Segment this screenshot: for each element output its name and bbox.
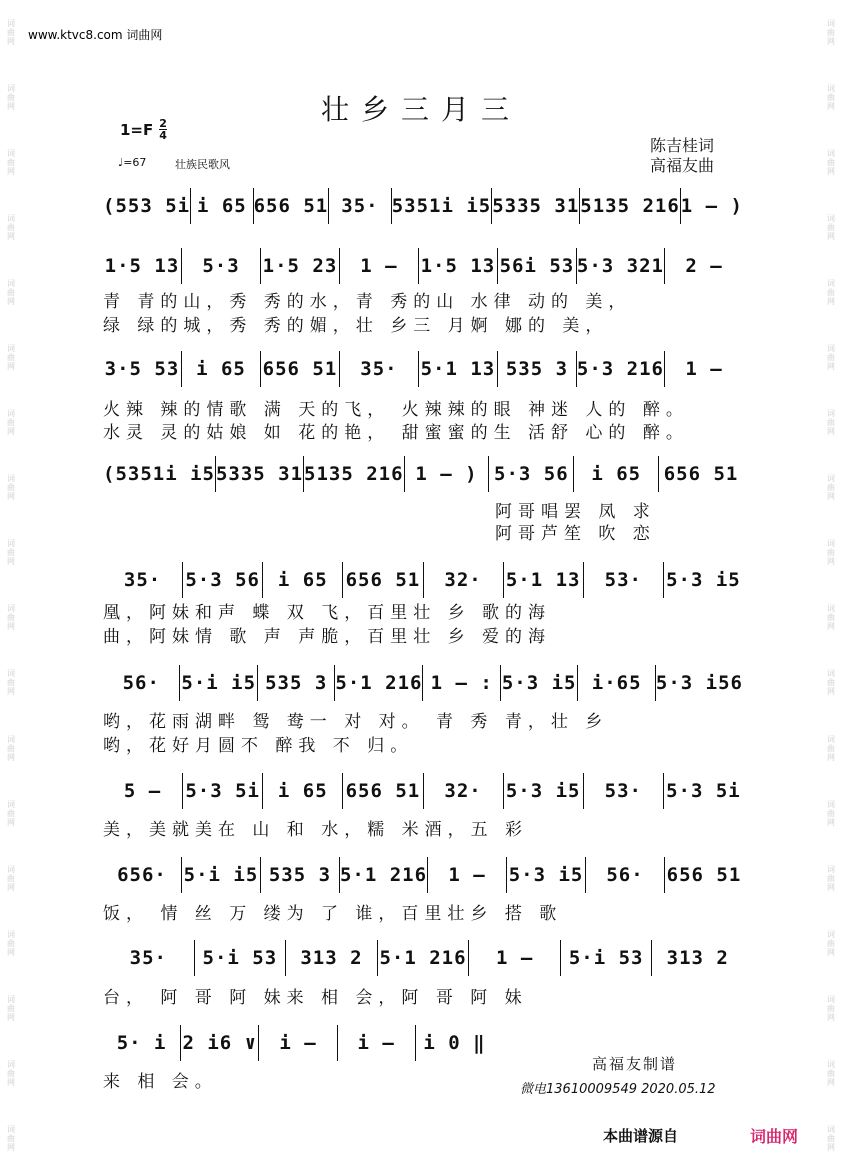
measure: 56· bbox=[103, 665, 180, 701]
measure: 1 – bbox=[685, 358, 723, 380]
key-signature bbox=[120, 118, 167, 141]
measure: 5·1 13 bbox=[504, 562, 584, 598]
watermark-text: 词曲网 bbox=[826, 864, 836, 892]
measure: 5· i bbox=[103, 1025, 181, 1061]
watermark-text: 词曲网 bbox=[826, 1124, 836, 1152]
measure: 656 51 bbox=[261, 351, 340, 387]
measure: 5·3 5i bbox=[183, 773, 263, 809]
measure: 35· bbox=[103, 562, 183, 598]
measure: 1 – : bbox=[423, 665, 500, 701]
measure: 35· bbox=[329, 188, 391, 224]
measure: 5·3 5i bbox=[666, 780, 741, 802]
watermark-text: 词曲网 bbox=[6, 864, 16, 892]
measure: 5·3 56 bbox=[489, 456, 574, 492]
measure: 1·5 13 bbox=[103, 248, 182, 284]
measure: i 65 bbox=[263, 562, 343, 598]
watermark-text: 词曲网 bbox=[826, 994, 836, 1022]
measure: 656· bbox=[103, 857, 182, 893]
measure: 1 – ) bbox=[680, 195, 743, 217]
measure: 5·i 53 bbox=[561, 940, 653, 976]
measure: 535 3 bbox=[261, 857, 340, 893]
measure: 1·5 13 bbox=[419, 248, 498, 284]
measure: 5·3 216 bbox=[577, 351, 665, 387]
measure: 5·1 216 bbox=[378, 940, 470, 976]
meter-bottom: 4 bbox=[159, 129, 167, 142]
meter-top: 2 bbox=[159, 117, 167, 130]
watermark-text: 词曲网 bbox=[6, 19, 16, 47]
measure: 1·5 23 bbox=[261, 248, 340, 284]
measure: 35· bbox=[103, 940, 195, 976]
measure: 656 51 bbox=[666, 864, 742, 886]
measure: i 65 bbox=[191, 188, 253, 224]
measure: 5·3 i5 bbox=[501, 665, 578, 701]
source-label: 本曲谱源自 bbox=[603, 1127, 679, 1145]
watermark-text: 词曲网 bbox=[826, 344, 836, 372]
watermark-text: 词曲网 bbox=[6, 214, 16, 242]
measure: 5·3 56 bbox=[183, 562, 263, 598]
measure: i 65 bbox=[182, 351, 261, 387]
measure: 5135 216 bbox=[304, 456, 405, 492]
watermark-text: 词曲网 bbox=[6, 1059, 16, 1087]
watermark-text: 词曲网 bbox=[6, 669, 16, 697]
measure: 1 – bbox=[340, 248, 419, 284]
measure: 535 3 bbox=[498, 351, 577, 387]
score-line bbox=[103, 244, 743, 288]
lyric-line: 凰，阿妹和声 蝶 双 飞，百里壮 乡 歌的海 bbox=[103, 603, 552, 623]
lyric-line: 阿哥芦笙 吹 恋 bbox=[495, 524, 656, 544]
measure: 656 51 bbox=[343, 773, 423, 809]
measure: i 0 ‖ bbox=[423, 1032, 486, 1054]
watermark-text: 词曲网 bbox=[826, 19, 836, 47]
measure: (553 5i bbox=[103, 188, 191, 224]
score-line bbox=[103, 853, 743, 897]
measure: 5·3 i5 bbox=[504, 773, 584, 809]
watermark-text: 词曲网 bbox=[826, 214, 836, 242]
measure: 5·3 i5 bbox=[666, 569, 741, 591]
lyric-line: 火辣 辣的情歌 满 天的飞， 火辣辣的眼 神迷 人的 醉。 bbox=[103, 400, 689, 420]
score-line bbox=[103, 558, 743, 602]
measure: i·65 bbox=[578, 665, 655, 701]
lyric-line: 美，美就美在 山 和 水，糯 米酒，五 彩 bbox=[103, 820, 529, 840]
score-line bbox=[103, 769, 743, 813]
measure: 53· bbox=[584, 773, 664, 809]
lyric-line: 哟，花好月圆不 醉我 不 归。 bbox=[103, 736, 414, 756]
score-line bbox=[103, 452, 743, 496]
watermark-text: 词曲网 bbox=[826, 539, 836, 567]
measure: 3·5 53 bbox=[103, 351, 182, 387]
watermark-text: 词曲网 bbox=[6, 734, 16, 762]
lyric-line: 水灵 灵的姑娘 如 花的艳， 甜蜜蜜的生 活舒 心的 醉。 bbox=[103, 423, 689, 443]
score-line bbox=[103, 347, 743, 391]
score-line bbox=[103, 661, 743, 705]
measure: 32· bbox=[424, 773, 504, 809]
measure: 1 – bbox=[428, 857, 507, 893]
arranger-credit: 高福友制谱 bbox=[592, 1055, 678, 1073]
measure: 656 51 bbox=[343, 562, 423, 598]
source-brand-link[interactable]: 词曲网 bbox=[750, 1127, 799, 1146]
lyric-line: 台， 阿 哥 阿 妹来 相 会，阿 哥 阿 妹 bbox=[103, 988, 528, 1008]
measure: 313 2 bbox=[666, 947, 729, 969]
left-watermark bbox=[2, 0, 20, 1171]
measure: 32· bbox=[424, 562, 504, 598]
lyric-line: 绿 绿的城，秀 秀的媚，壮 乡三 月婀 娜的 美， bbox=[103, 316, 609, 336]
measure: 53· bbox=[584, 562, 664, 598]
measure: i – bbox=[259, 1025, 337, 1061]
watermark-text: 词曲网 bbox=[826, 474, 836, 502]
measure: 5351i i5 bbox=[392, 188, 493, 224]
measure: 2 – bbox=[685, 255, 723, 277]
measure: 313 2 bbox=[286, 940, 378, 976]
measure: 5·3 i56 bbox=[655, 672, 743, 694]
watermark-text: 词曲网 bbox=[826, 409, 836, 437]
measure: (5351i i5 bbox=[103, 456, 216, 492]
score-line bbox=[103, 936, 743, 980]
watermark-text: 词曲网 bbox=[6, 409, 16, 437]
watermark-text: 词曲网 bbox=[6, 929, 16, 957]
composer: 高福友曲 bbox=[650, 156, 715, 175]
measure: 1 – bbox=[469, 940, 561, 976]
lyric-line: 来 相 会。 bbox=[103, 1072, 218, 1092]
measure: 5·i 53 bbox=[195, 940, 287, 976]
watermark-text: 词曲网 bbox=[6, 1124, 16, 1152]
lyric-line: 青 青的山，秀 秀的水，青 秀的山 水律 动的 美， bbox=[103, 292, 632, 312]
measure: 5·3 bbox=[182, 248, 261, 284]
measure: 5·1 216 bbox=[340, 857, 428, 893]
contact-info: 微电13610009549 2020.05.12 bbox=[520, 1082, 716, 1097]
lyric-line: 饭， 情 丝 万 缕为 了 谁，百里壮乡 搭 歌 bbox=[103, 904, 563, 924]
watermark-text: 词曲网 bbox=[6, 604, 16, 632]
lyric-line: 曲，阿妹情 歌 声 声脆，百里壮 乡 爱的海 bbox=[103, 627, 552, 647]
measure: 5 – bbox=[103, 773, 183, 809]
measure: 35· bbox=[340, 351, 419, 387]
watermark-text: 词曲网 bbox=[826, 604, 836, 632]
watermark-text: 词曲网 bbox=[826, 149, 836, 177]
watermark-text: 词曲网 bbox=[6, 279, 16, 307]
watermark-text: 词曲网 bbox=[6, 474, 16, 502]
score-line bbox=[103, 184, 743, 228]
site-url[interactable]: www.ktvc8.com 词曲网 bbox=[28, 28, 163, 42]
measure: i 65 bbox=[263, 773, 343, 809]
measure: i – bbox=[338, 1025, 416, 1061]
watermark-text: 词曲网 bbox=[826, 279, 836, 307]
measure: 5·3 i5 bbox=[507, 857, 586, 893]
measure: 5·i i5 bbox=[182, 857, 261, 893]
measure: 656 51 bbox=[254, 188, 330, 224]
watermark-text: 词曲网 bbox=[6, 799, 16, 827]
measure: 56· bbox=[586, 857, 665, 893]
watermark-text: 词曲网 bbox=[826, 734, 836, 762]
measure: 656 51 bbox=[663, 463, 739, 485]
measure: 5·i i5 bbox=[180, 665, 257, 701]
measure: 1 – ) bbox=[405, 456, 490, 492]
watermark-text: 词曲网 bbox=[826, 929, 836, 957]
lyricist: 陈吉桂词 bbox=[650, 136, 715, 155]
watermark-text: 词曲网 bbox=[826, 1059, 836, 1087]
watermark-text: 词曲网 bbox=[826, 84, 836, 112]
measure: 5335 31 bbox=[216, 456, 304, 492]
measure: 5·3 321 bbox=[577, 248, 665, 284]
credits bbox=[650, 136, 714, 176]
song-title: 壮乡三月三 bbox=[320, 93, 521, 126]
watermark-text: 词曲网 bbox=[826, 669, 836, 697]
watermark-text: 词曲网 bbox=[6, 149, 16, 177]
tempo-marking: ♩=67 bbox=[118, 156, 147, 169]
score-line bbox=[103, 1021, 493, 1065]
key-label: 1=F bbox=[120, 120, 154, 139]
watermark-text: 词曲网 bbox=[6, 994, 16, 1022]
watermark-text: 词曲网 bbox=[826, 799, 836, 827]
time-signature bbox=[159, 118, 167, 141]
right-watermark bbox=[822, 0, 840, 1171]
measure: 5335 31 bbox=[492, 188, 580, 224]
style-note: 壮族民歌风 bbox=[175, 158, 230, 171]
lyric-line: 阿哥唱罢 凤 求 bbox=[495, 502, 656, 522]
measure: 56i 53 bbox=[498, 248, 577, 284]
watermark-text: 词曲网 bbox=[6, 539, 16, 567]
watermark-text: 词曲网 bbox=[6, 84, 16, 112]
measure: 535 3 bbox=[258, 665, 335, 701]
watermark-text: 词曲网 bbox=[6, 344, 16, 372]
measure: 2 i6 ∨ bbox=[181, 1025, 259, 1061]
measure: 5135 216 bbox=[580, 188, 681, 224]
measure: 5·1 216 bbox=[335, 665, 423, 701]
measure: 5·1 13 bbox=[419, 351, 498, 387]
measure: i 65 bbox=[574, 456, 659, 492]
lyric-line: 哟，花雨湖畔 鸳 鸯一 对 对。 青 秀 青，壮 乡 bbox=[103, 712, 609, 732]
